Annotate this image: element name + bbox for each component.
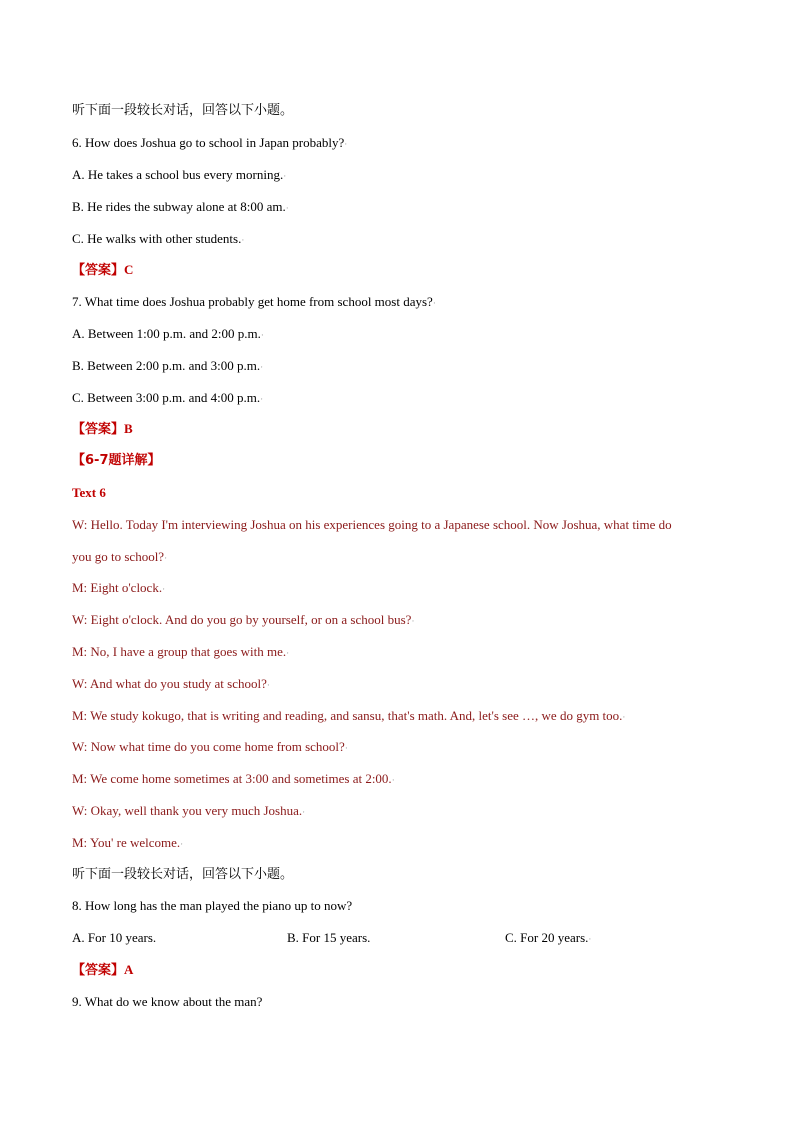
question-8: 8. How long has the man played the piano up to now? (72, 898, 353, 913)
transcript-line: M: You' re welcome.· (72, 835, 184, 850)
transcript-line: M: We study kokugo, that is writing and reading, and sansu, that's math. And, let's see …, we do gym too.· (72, 708, 626, 723)
instruction-1: 听下面一段较长对话，回答以下小题。 (72, 103, 294, 118)
q7-option-a: A. Between 1:00 p.m. and 2:00 p.m.· (72, 326, 264, 341)
q6-option-a: A. He takes a school bus every morning.· (72, 167, 287, 182)
q7-answer: 【答案】B (72, 421, 133, 437)
transcript-line: M: No, I have a group that goes with me.· (72, 644, 290, 659)
transcript-line: W: Eight o'clock. And do you go by yourself, or on a school bus?· (72, 612, 415, 627)
q7-option-c: C. Between 3:00 p.m. and 4:00 p.m.· (72, 390, 264, 405)
q6-answer: 【答案】C (72, 262, 134, 278)
instruction-2: 听下面一段较长对话，回答以下小题。 (72, 867, 294, 882)
transcript-line: M: Eight o'clock.· (72, 580, 166, 595)
question-6: 6. How does Joshua go to school in Japan probably?· (72, 135, 348, 150)
transcript-line: W: And what do you study at school?· (72, 676, 270, 691)
q8-option-b: B. For 15 years. (287, 930, 371, 945)
q7-option-b: B. Between 2:00 p.m. and 3:00 p.m.· (72, 358, 264, 373)
q6-option-b: B. He rides the subway alone at 8:00 am.· (72, 199, 289, 214)
transcript-line: W: Hello. Today I'm interviewing Joshua on his experiences going to a Japanese school. Now Joshua, what time do (72, 517, 672, 532)
transcript-line: you go to school?· (72, 549, 168, 564)
explanation-title: 【6-7题详解】 (72, 453, 161, 468)
q8-option-a: A. For 10 years. (72, 930, 157, 945)
question-7: 7. What time does Joshua probably get home from school most days?· (72, 294, 436, 309)
q8-answer: 【答案】A (72, 962, 134, 978)
q8-option-c: C. For 20 years.· (505, 930, 592, 945)
transcript-line: M: We come home sometimes at 3:00 and sometimes at 2:00.· (72, 771, 395, 786)
question-9: 9. What do we know about the man? (72, 994, 263, 1009)
transcript-line: W: Now what time do you come home from school?· (72, 739, 348, 754)
text-title: Text 6 (72, 485, 106, 500)
q6-option-c: C. He walks with other students.· (72, 231, 245, 246)
transcript-line: W: Okay, well thank you very much Joshua.· (72, 803, 306, 818)
